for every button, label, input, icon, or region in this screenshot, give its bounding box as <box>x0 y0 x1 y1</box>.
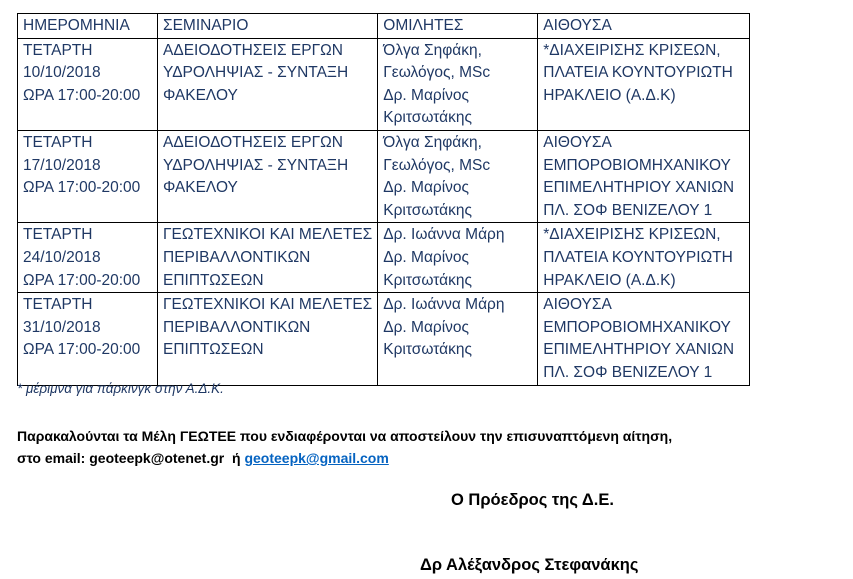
seminar-line: ΦΑΚΕΛΟΥ <box>163 179 238 197</box>
signature-name: Δρ Αλέξανδρος Στεφανάκης <box>420 556 639 574</box>
seminar-line: ΠΕΡΙΒΑΛΛΟΝΤΙΚΩΝ <box>163 248 311 266</box>
speakers-line: Γεωλόγος, MSc <box>383 156 491 174</box>
cell-speakers <box>378 293 538 385</box>
room-line: *ΔΙΑΧΕΙΡΙΣΗΣ ΚΡΙΣΕΩΝ, <box>543 41 721 59</box>
cell-speakers <box>378 38 538 130</box>
date-line: ΤΕΤΑΡΤΗ <box>23 296 93 314</box>
speakers-line: Γεωλόγος, MSc <box>383 64 491 82</box>
speakers-line: Δρ. Μαρίνος <box>383 179 470 197</box>
parking-footnote: * μέριμνα για πάρκινγκ στην Α.Δ.Κ. <box>17 381 224 396</box>
speakers-line: Κριτσωτάκης <box>383 201 472 219</box>
cell-speakers <box>378 223 538 293</box>
speakers-line: Δρ. Μαρίνος <box>383 318 470 336</box>
room-line: ΕΠΙΜΕΛΗΤΗΡΙΟΥ ΧΑΝΙΩΝ <box>543 341 735 359</box>
room-line: ΕΜΠΟΡΟΒΙΟΜΗΧΑΝΙΚΟΥ <box>543 156 731 174</box>
request-paragraph <box>17 425 672 469</box>
table-row <box>18 38 750 130</box>
speakers-line: Κριτσωτάκης <box>383 341 472 359</box>
room-line: ΠΛΑΤΕΙΑ ΚΟΥΝΤΟΥΡΙΩΤΗ <box>543 248 733 266</box>
room-line: ΠΛ. ΣΟΦ ΒΕΝΙΖΕΛΟΥ 1 <box>543 201 713 219</box>
date-line: 17/10/2018 <box>23 156 101 174</box>
date-line: ΩΡΑ 17:00-20:00 <box>23 341 141 359</box>
cell-room <box>538 130 750 222</box>
cell-room <box>538 38 750 130</box>
cell-room <box>538 293 750 385</box>
seminar-line: ΕΠΙΠΤΩΣΕΩΝ <box>163 341 264 359</box>
cell-seminar <box>158 38 378 130</box>
date-line: ΤΕΤΑΡΤΗ <box>23 133 93 151</box>
header-seminar: ΣΕΜΙΝΑΡΙΟ <box>158 14 378 39</box>
cell-speakers <box>378 130 538 222</box>
cell-date <box>18 293 158 385</box>
room-line: ΑΙΘΟΥΣΑ <box>543 296 612 314</box>
room-line: ΕΠΙΜΕΛΗΤΗΡΙΟΥ ΧΑΝΙΩΝ <box>543 179 735 197</box>
cell-seminar <box>158 130 378 222</box>
table-row <box>18 293 750 385</box>
seminar-line: ΑΔΕΙΟΔΟΤΗΣΕΙΣ ΕΡΓΩΝ <box>163 133 343 151</box>
date-line: 31/10/2018 <box>23 318 101 336</box>
seminar-line: ΕΠΙΠΤΩΣΕΩΝ <box>163 271 264 289</box>
date-line: 24/10/2018 <box>23 248 101 266</box>
speakers-line: Δρ. Ιωάννα Μάρη <box>383 226 505 244</box>
seminar-line: ΑΔΕΙΟΔΟΤΗΣΕΙΣ ΕΡΓΩΝ <box>163 41 343 59</box>
room-line: ΗΡΑΚΛΕΙΟ (Α.Δ.Κ) <box>543 86 676 104</box>
header-date: ΗΜΕΡΟΜΗΝΙΑ <box>18 14 158 39</box>
gmail-link[interactable]: geoteepk@gmail.com <box>244 450 389 466</box>
seminar-line: ΦΑΚΕΛΟΥ <box>163 86 238 104</box>
cell-date <box>18 223 158 293</box>
request-line-2 <box>17 447 672 469</box>
room-line: ΕΜΠΟΡΟΒΙΟΜΗΧΑΝΙΚΟΥ <box>543 318 731 336</box>
speakers-line: Δρ. Ιωάννα Μάρη <box>383 296 505 314</box>
table-row <box>18 223 750 293</box>
date-line: 10/10/2018 <box>23 64 101 82</box>
room-line: ΠΛ. ΣΟΦ ΒΕΝΙΖΕΛΟΥ 1 <box>543 363 713 381</box>
speakers-line: Κριτσωτάκης <box>383 109 472 127</box>
table-row <box>18 130 750 222</box>
room-line: ΗΡΑΚΛΕΙΟ (Α.Δ.Κ) <box>543 271 676 289</box>
cell-seminar <box>158 293 378 385</box>
seminar-line: ΓΕΩΤΕΧΝΙΚΟΙ ΚΑΙ ΜΕΛΕΤΕΣ <box>163 296 373 314</box>
room-line: ΠΛΑΤΕΙΑ ΚΟΥΝΤΟΥΡΙΩΤΗ <box>543 64 733 82</box>
header-speakers: ΟΜΙΛΗΤΕΣ <box>378 14 538 39</box>
request-line-1: Παρακαλούνται τα Μέλη ΓΕΩΤΕΕ που ενδιαφέρονται να αποστείλουν την επισυναπτόμενη αίτηση, <box>17 428 673 444</box>
speakers-line: Όλγα Σηφάκη, <box>383 133 482 151</box>
seminar-line: ΓΕΩΤΕΧΝΙΚΟΙ ΚΑΙ ΜΕΛΕΤΕΣ <box>163 226 373 244</box>
table-header-row <box>18 14 750 39</box>
date-line: ΩΡΑ 17:00-20:00 <box>23 179 141 197</box>
speakers-line: Δρ. Μαρίνος <box>383 86 470 104</box>
header-room: ΑΙΘΟΥΣΑ <box>538 14 750 39</box>
cell-date <box>18 38 158 130</box>
date-line: ΩΡΑ 17:00-20:00 <box>23 271 141 289</box>
date-line: ΤΕΤΑΡΤΗ <box>23 226 93 244</box>
seminar-schedule-table <box>17 13 750 386</box>
room-line: *ΔΙΑΧΕΙΡΙΣΗΣ ΚΡΙΣΕΩΝ, <box>543 226 721 244</box>
speakers-line: Δρ. Μαρίνος <box>383 248 470 266</box>
speakers-line: Όλγα Σηφάκη, <box>383 41 482 59</box>
cell-date <box>18 130 158 222</box>
cell-seminar <box>158 223 378 293</box>
date-line: ΤΕΤΑΡΤΗ <box>23 41 93 59</box>
signature-role: Ο Πρόεδρος της Δ.Ε. <box>451 491 614 509</box>
cell-room <box>538 223 750 293</box>
room-line: ΑΙΘΟΥΣΑ <box>543 133 612 151</box>
seminar-line: ΥΔΡΟΛΗΨΙΑΣ - ΣΥΝΤΑΞΗ <box>163 156 349 174</box>
speakers-line: Κριτσωτάκης <box>383 271 472 289</box>
seminar-line: ΥΔΡΟΛΗΨΙΑΣ - ΣΥΝΤΑΞΗ <box>163 64 349 82</box>
seminar-line: ΠΕΡΙΒΑΛΛΟΝΤΙΚΩΝ <box>163 318 311 336</box>
date-line: ΩΡΑ 17:00-20:00 <box>23 86 141 104</box>
email-text: στο email: geoteepk@otenet.gr ή <box>17 450 245 466</box>
